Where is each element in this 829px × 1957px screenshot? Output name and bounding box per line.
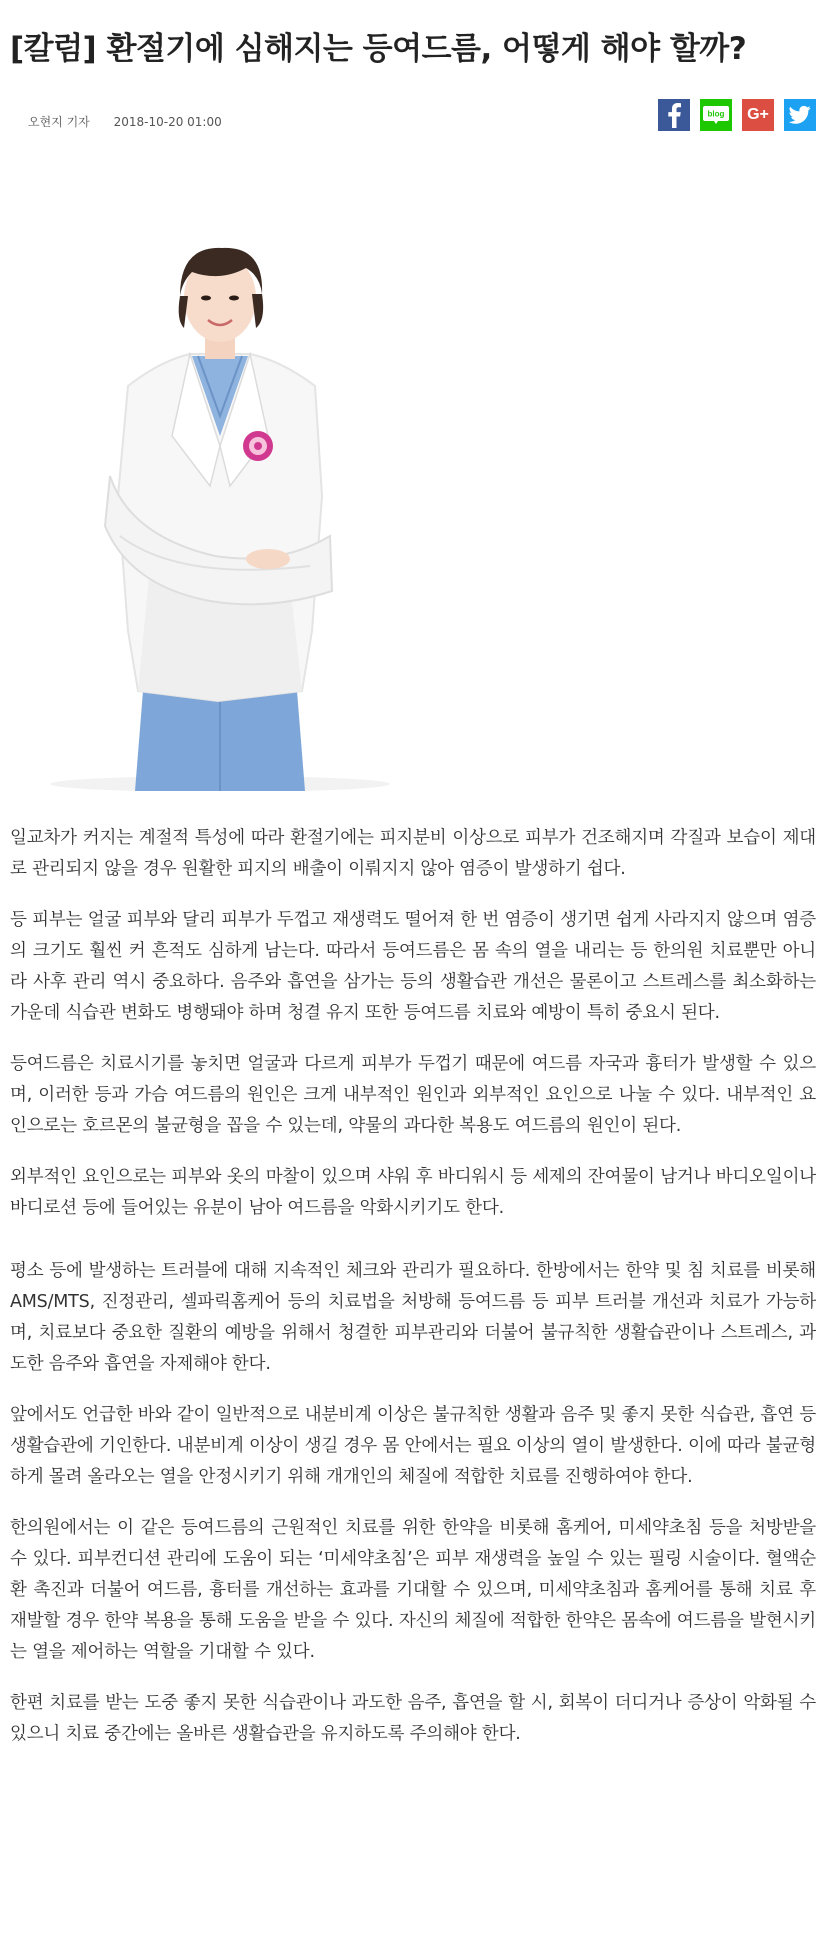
twitter-icon (789, 105, 811, 125)
share-buttons (658, 99, 816, 131)
blog-label: blog (707, 109, 725, 119)
article (10, 0, 816, 1770)
paragraph-5: 평소 등에 발생하는 트러블에 대해 지속적인 체크와 관리가 필요하다. 한방에서는 한약 및 침 치료를 비롯해 AMS/MTS, 진정관리, 셀파릭홈케어 등의 치료법을 처방해 등여드름 등 피부 트러블 개선과 치료가 가능하며, 치료보다 중요한 질환의 예방을 위해서 청결한 피부관리와 더불어 불규칙한 생활습관이나 스트레스, 과도한 음주와 흡연을 자제해야 한다. (10, 1261, 816, 1374)
blog-icon (702, 104, 730, 126)
google-plus-icon: G+ (747, 106, 769, 123)
paragraph-1: 일교차가 커지는 계절적 특성에 따라 환절기에는 피지분비 이상으로 피부가 건조해지며 각질과 보습이 제대로 관리되지 않을 경우 원활한 피지의 배출이 이뤄지지 않아 염증이 발생하기 쉽다. (10, 828, 816, 879)
paragraph-6: 앞에서도 언급한 바와 같이 일반적으로 내분비계 이상은 불규칙한 생활과 음주 및 좋지 못한 식습관, 흡연 등 생활습관에 기인한다. 내분비계 이상이 생길 경우 몸 안에서는 필요 이상의 열이 발생한다. 이에 따라 불균형하게 몰려 올라오는 열을 안정시키기 위해 개개인의 체질에 적합한 치료를 진행하여야 한다. (10, 1405, 816, 1487)
article-title: [칼럼] 환절기에 심해지는 등여드름, 어떻게 해야 할까? (10, 31, 747, 67)
paragraph-3: 등여드름은 치료시기를 놓치면 얼굴과 다르게 피부가 두껍기 때문에 여드름 자국과 흉터가 발생할 수 있으며, 이러한 등과 가슴 여드름의 원인은 크게 내부적인 원인과 외부적인 요인으로 나눌 수 있다. 내부적인 요인으로는 호르몬의 불균형을 꼽을 수 있는데, 약물의 과다한 복용도 여드름의 원인이 된다. (10, 1054, 816, 1136)
doctor-portrait-photo (10, 236, 410, 791)
share-google-plus-button[interactable] (742, 99, 774, 131)
facebook-icon (666, 102, 682, 128)
reporter-name: 오현지 기자 (28, 115, 90, 129)
share-facebook-button[interactable] (658, 99, 690, 131)
paragraph-8: 한편 치료를 받는 도중 좋지 못한 식습관이나 과도한 음주, 흡연을 할 시, 회복이 더디거나 증상이 악화될 수 있으니 치료 중간에는 올바른 생활습관을 유지하도록 주의해야 한다. (10, 1693, 816, 1744)
paragraph-2: 등 피부는 얼굴 피부와 달리 피부가 두껍고 재생력도 떨어져 한 번 염증이 생기면 쉽게 사라지지 않으며 염증의 크기도 훨씬 커 흔적도 심하게 남는다. 따라서 등여드름은 몸 속의 열을 내리는 등 한의원 치료뿐만 아니라 사후 관리 역시 중요하다. 음주와 흡연을 삼가는 등의 생활습관 개선은 물론이고 스트레스를 최소화하는 가운데 식습관 변화도 병행돼야 하며 청결 유지 또한 등여드름 치료와 예방이 특히 중요시 된다. (10, 910, 816, 1023)
byline (28, 113, 242, 130)
share-twitter-button[interactable] (784, 99, 816, 131)
article-meta (10, 99, 816, 156)
article-photo (10, 236, 410, 791)
article-body (10, 823, 816, 1750)
publish-date: 2018-10-20 01:00 (113, 115, 222, 129)
paragraph-4: 외부적인 요인으로는 피부와 옷의 마찰이 있으며 샤워 후 바디워시 등 세제의 잔여물이 남거나 바디오일이나 바디로션 등에 들어있는 유분이 남아 여드름을 악화시키기도 한다. (10, 1167, 816, 1218)
paragraph-7: 한의원에서는 이 같은 등여드름의 근원적인 치료를 위한 한약을 비롯해 홈케어, 미세약초침 등을 처방받을 수 있다. 피부컨디션 관리에 도움이 되는 ‘미세약초침’은 피부 재생력을 높일 수 있는 필링 시술이다. 혈액순환 촉진과 더불어 여드름, 흉터를 개선하는 효과를 기대할 수 있으며, 미세약초침과 홈케어를 통해 치료 후 재발할 경우 한약 복용을 통해 도움을 받을 수 있다. 자신의 체질에 적합한 한약은 몸속에 여드름을 발현시키는 열을 제어하는 역할을 기대할 수 있다. (10, 1518, 816, 1662)
share-blog-button[interactable] (700, 99, 732, 131)
